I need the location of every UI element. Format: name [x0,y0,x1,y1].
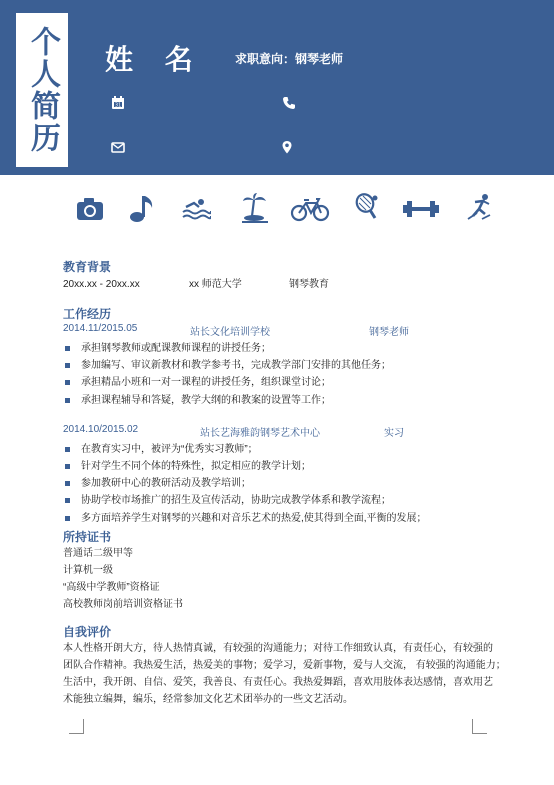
education-school: xx 师范大学 [189,279,242,290]
page-corner-mark [472,719,487,734]
list-item: 承担课程辅导和答疑，教学大纲的和教案的设置等工作； [63,392,523,409]
education-title: 教育背景 [63,260,112,274]
camera-icon [75,192,105,224]
list-item: 承担钢琴教师或配课教师课程的讲授任务； [63,340,523,357]
tennis-icon [353,192,383,224]
certificate-item: 计算机一级 [63,565,113,576]
job-period: 2014.10/2015.02 [63,423,139,435]
resume-title-box [16,13,68,167]
list-item: 针对学生不同个体的特殊性，拟定相应的教学计划； [63,458,523,475]
job-duties-list [63,441,523,527]
email-icon [111,140,125,154]
list-item: 在教育实习中，被评为“优秀实习教师”； [63,441,523,458]
header-band [0,0,554,175]
location-icon [280,140,294,154]
list-item: 协助学校市场推广的招生及宣传活动，协助完成教学体系和教学流程； [63,492,523,509]
work-section [63,305,523,527]
education-row [63,276,523,293]
job-header [63,323,523,340]
self-evaluation-line: 术能独立编舞，编乐，经常参加文化艺术团举办的一些文艺活动。 [63,694,353,705]
job-company: 站长艺海雅韵钢琴艺术中心 [200,427,320,439]
certificates-section [63,528,523,613]
work-title: 工作经历 [63,307,112,321]
list-item: 参加编写、审议新教材和教学参考书，完成教学部门安排的其他任务； [63,357,523,374]
beach-icon [240,192,270,224]
job-company: 站长文化培训学校 [190,327,270,338]
svg-text:31: 31 [114,102,122,109]
job-role: 实习 [384,427,404,439]
calendar-icon [111,96,125,110]
job-role: 钢琴老师 [369,327,409,338]
certificate-item: 高校教师岗前培训资格证书 [63,599,183,610]
page-corner-mark [69,719,84,734]
name-text: 姓 名 [105,44,205,75]
self-evaluation-line: 团队合作精神。我热爱生活，热爱美的事物；爱学习，爱新事物，爱与人交流， 有较强的沟通能力； [63,660,506,671]
list-item: 参加教研中心的教研活动及教学培训； [63,475,523,492]
education-section [63,258,523,293]
hobby-icons-row [75,192,495,228]
job-objective: 求职意向：钢琴老师 [235,52,344,66]
list-item: 多方面培养学生对钢琴的兴趣和对音乐艺术的热爱,使其得到全面,平衡的发展； [63,510,523,527]
music-note-icon [127,192,157,224]
dumbbell-icon [401,192,441,224]
list-item: 承担精品小班和一对一课程的讲授任务，组织课堂讨论； [63,374,523,391]
phone-icon [282,96,296,110]
resume-title: 个人简历 [26,26,59,154]
certificates-title: 所持证书 [63,530,112,544]
job-duties-list [63,340,523,409]
swimming-icon [181,192,211,224]
certificate-item: 普通话二级甲等 [63,548,133,559]
self-evaluation-section [63,623,519,708]
job-period: 2014.11/2015.05 [63,323,138,334]
certificate-item: “高级中学教师”资格证 [63,582,160,593]
self-evaluation-title: 自我评价 [63,625,112,639]
bicycle-icon [290,192,330,224]
skating-icon [465,192,495,224]
education-period: 20xx.xx - 20xx.xx [63,279,140,290]
education-major: 钢琴教育 [289,279,329,290]
self-evaluation-line: 生活中，我开朗、自信、爱笑，我善良、有责任心。我热爱舞蹈，喜欢用肢体表达感情，喜欢用艺 [63,677,493,688]
self-evaluation-line: 本人性格开朗大方，待人热情真诚，有较强的沟通能力；对待工作细致认真，有责任心，有较强的 [63,643,493,654]
job-header [63,424,523,441]
